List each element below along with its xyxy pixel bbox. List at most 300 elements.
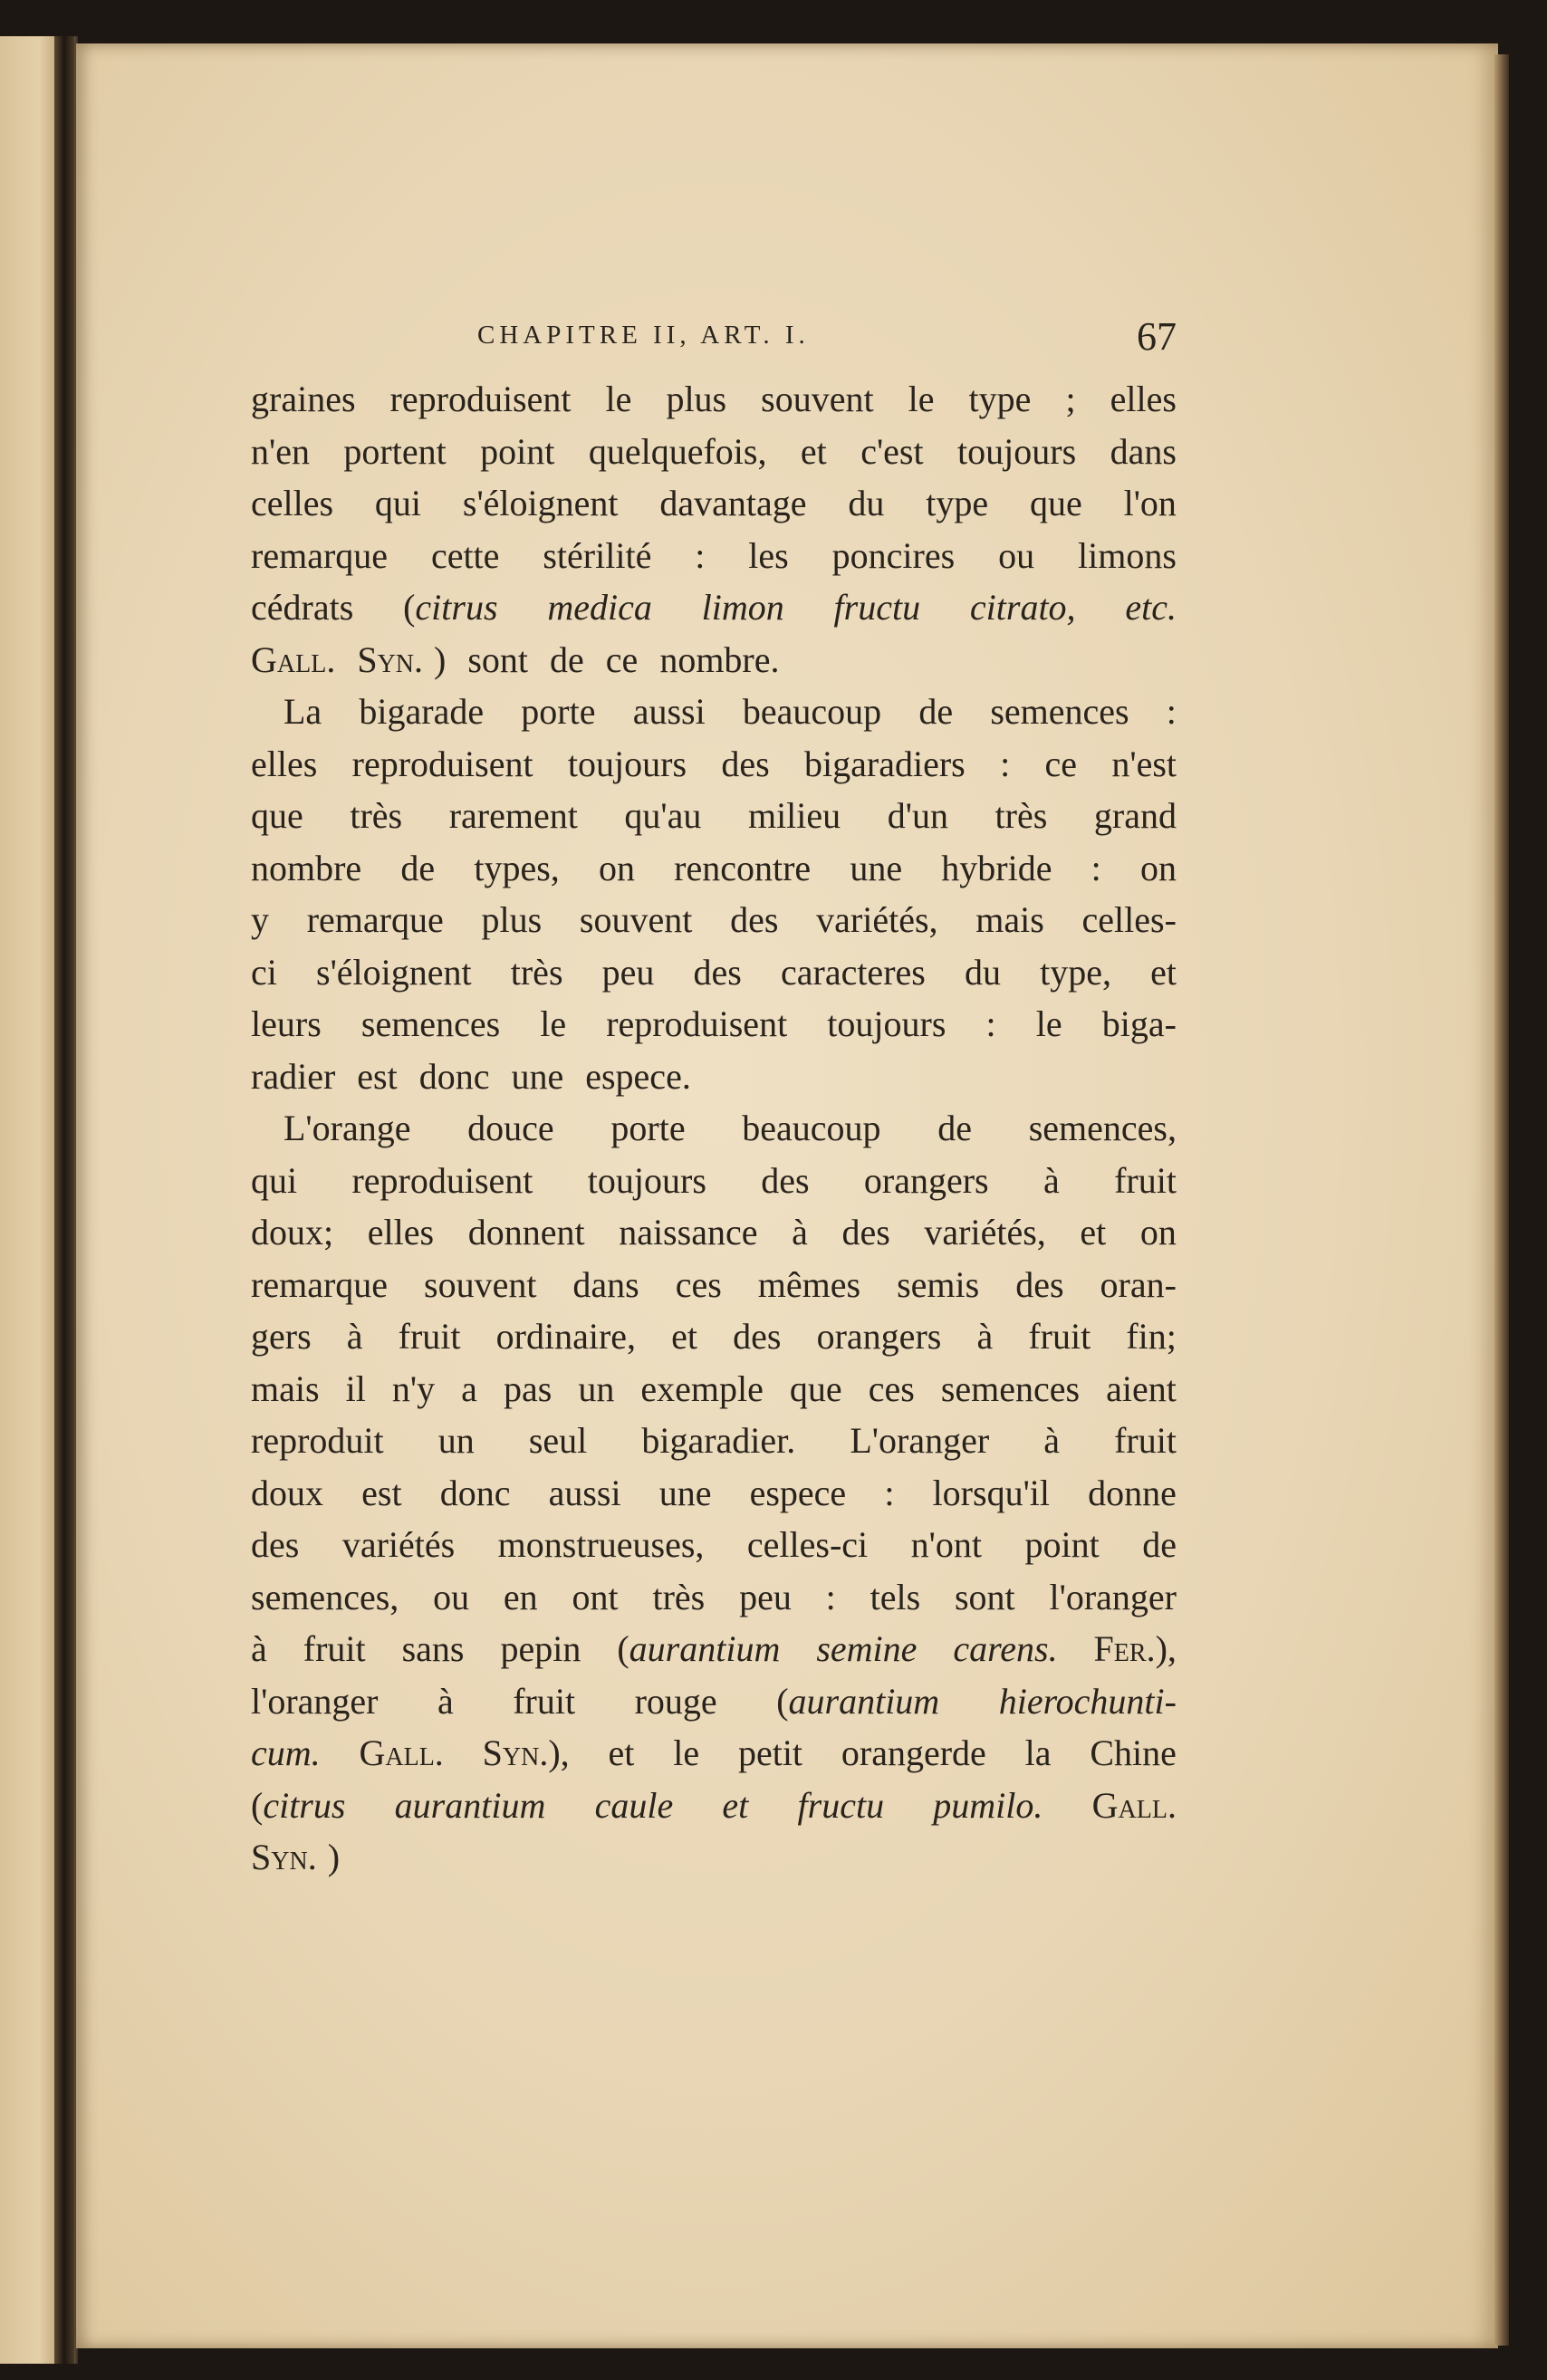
roman-text: doux;	[251, 1212, 334, 1252]
word	[540, 998, 566, 1051]
word	[941, 1363, 1080, 1416]
roman-text: à	[346, 1316, 363, 1357]
italic-text: hierochunti-	[998, 1680, 1177, 1722]
roman-text: bigaradier.	[641, 1420, 796, 1461]
word	[841, 1727, 986, 1780]
word	[1028, 1310, 1091, 1363]
word	[995, 790, 1048, 842]
text-line	[251, 373, 1177, 426]
roman-text: n'ont	[910, 1524, 982, 1565]
word	[251, 477, 333, 530]
body-text	[251, 373, 1177, 1884]
word	[599, 842, 635, 895]
word	[474, 842, 559, 895]
roman-text: poncires	[831, 534, 956, 576]
text-line	[251, 1519, 1177, 1571]
roman-text: aient	[1106, 1368, 1177, 1409]
roman-text: donc	[439, 1472, 511, 1513]
roman-text: semences	[990, 691, 1129, 732]
word	[361, 998, 500, 1051]
word	[1094, 790, 1177, 842]
word	[585, 1051, 702, 1103]
roman-text: souvent	[579, 899, 693, 940]
roman-text: douce	[467, 1108, 554, 1148]
word	[870, 1571, 921, 1624]
roman-text: seul	[528, 1420, 588, 1461]
italic-text: carens.	[953, 1628, 1058, 1669]
roman-text: semences,	[1028, 1108, 1177, 1148]
roman-text: milieu	[747, 795, 841, 836]
roman-text: pepin	[500, 1628, 581, 1669]
roman-text: fin;	[1126, 1316, 1177, 1357]
roman-text: ;	[1065, 379, 1076, 419]
word	[1110, 373, 1177, 426]
roman-text: celles-ci	[746, 1524, 869, 1565]
page-number: 67	[1137, 314, 1177, 359]
roman-text: à	[1043, 1420, 1061, 1461]
roman-text: de	[937, 1108, 973, 1148]
word	[781, 946, 926, 999]
roman-text: type	[968, 379, 1032, 419]
word	[375, 477, 421, 530]
roman-text: est	[357, 1055, 398, 1097]
word	[251, 998, 322, 1051]
roman-text: orangers	[816, 1316, 942, 1357]
word	[617, 1623, 780, 1675]
word	[790, 1363, 842, 1416]
text-line	[251, 1675, 1177, 1728]
roman-text: oran-	[1100, 1263, 1177, 1305]
word	[543, 530, 651, 582]
italic-text: et	[722, 1784, 749, 1826]
roman-text: l'on	[1123, 483, 1177, 523]
roman-text: des	[693, 951, 742, 993]
italic-text: semine	[816, 1628, 918, 1669]
small-caps-text: Gall.	[1091, 1784, 1177, 1826]
word	[251, 1780, 345, 1832]
word	[1140, 842, 1177, 895]
word	[816, 894, 937, 946]
italic-text: fructu	[833, 587, 921, 628]
word	[834, 581, 921, 634]
roman-text: reproduisent	[351, 1159, 533, 1201]
word	[748, 790, 841, 842]
roman-text: naissance	[619, 1212, 758, 1252]
roman-text: l'oranger	[1049, 1576, 1177, 1617]
roman-text: donnent	[467, 1212, 585, 1252]
text-line	[251, 790, 1177, 842]
word	[733, 1310, 781, 1363]
word	[640, 1363, 764, 1416]
word	[1102, 998, 1177, 1051]
roman-text: espece.	[585, 1055, 691, 1097]
roman-text: on	[1139, 847, 1177, 888]
word	[1043, 1415, 1060, 1467]
roman-text: variétés,	[816, 899, 938, 940]
word	[826, 1571, 836, 1624]
page-stack-edge	[1494, 54, 1509, 2346]
word	[511, 1051, 574, 1103]
word	[251, 1363, 320, 1416]
roman-text: mais	[975, 899, 1044, 940]
roman-text: ordinaire,	[495, 1316, 637, 1357]
word	[957, 426, 1076, 478]
text-line	[251, 581, 1177, 634]
word	[792, 1206, 808, 1259]
word	[529, 1415, 587, 1467]
word	[694, 946, 742, 999]
roman-text: des	[761, 1159, 810, 1201]
roman-text: peu	[601, 951, 655, 993]
roman-text: dans	[572, 1263, 639, 1305]
word	[722, 1780, 748, 1832]
roman-text: celles	[251, 483, 334, 523]
roman-text: orangerde	[841, 1732, 986, 1773]
roman-text: point	[480, 430, 555, 472]
word	[1114, 1155, 1177, 1207]
word	[602, 946, 655, 999]
word	[659, 1467, 712, 1520]
word	[419, 1051, 501, 1103]
word	[390, 373, 572, 426]
roman-text: (	[617, 1628, 629, 1669]
word	[619, 1206, 757, 1259]
text-line	[251, 1467, 1177, 1520]
roman-text: à	[437, 1680, 454, 1722]
roman-text: elles	[367, 1212, 435, 1252]
word	[1015, 1259, 1063, 1311]
book-spine	[54, 36, 74, 2364]
roman-text: et	[608, 1732, 635, 1773]
roman-text: semences,	[251, 1576, 399, 1617]
roman-text: bigarade	[359, 691, 485, 732]
text-line	[251, 894, 1177, 946]
word	[513, 1675, 575, 1728]
word	[481, 894, 542, 946]
word	[595, 1780, 674, 1832]
roman-text: d'un	[887, 795, 948, 836]
word	[350, 790, 402, 842]
word	[933, 1467, 1050, 1520]
roman-text: en	[503, 1576, 538, 1617]
roman-text: n'en	[251, 430, 310, 472]
text-line	[251, 1206, 1177, 1259]
roman-text: sont	[467, 638, 529, 680]
word	[1024, 1519, 1099, 1571]
word	[251, 1727, 321, 1780]
word	[817, 1310, 942, 1363]
word	[251, 426, 310, 478]
word	[1106, 1363, 1177, 1416]
roman-text: rouge	[634, 1680, 717, 1722]
word	[251, 1155, 297, 1207]
text-line	[251, 1727, 1177, 1780]
text-line	[251, 946, 1177, 999]
roman-text: monstrueuses,	[497, 1524, 705, 1565]
word	[251, 634, 346, 686]
word	[399, 1310, 461, 1363]
roman-text: est	[361, 1472, 402, 1513]
roman-text: ce	[1044, 743, 1078, 784]
roman-text: limons	[1078, 534, 1177, 576]
word	[347, 1310, 363, 1363]
word	[403, 581, 497, 634]
roman-text: ces	[675, 1263, 722, 1305]
italic-text: citrus	[263, 1784, 346, 1826]
word	[359, 686, 484, 738]
roman-text: qu'au	[624, 795, 702, 836]
roman-text: :	[884, 1472, 895, 1513]
word	[1029, 1102, 1177, 1155]
roman-text: lorsqu'il	[932, 1472, 1050, 1513]
text-line	[251, 426, 1177, 478]
word	[251, 373, 356, 426]
roman-text: ci	[251, 951, 277, 993]
roman-text: )	[327, 1837, 341, 1877]
roman-text: ces	[868, 1368, 915, 1409]
roman-text: reproduisent	[389, 379, 572, 419]
word	[346, 1363, 366, 1416]
roman-text: fruit	[513, 1680, 576, 1722]
roman-text: et	[1080, 1212, 1107, 1252]
italic-text: cum.	[251, 1732, 321, 1773]
roman-text: que	[789, 1368, 842, 1409]
word	[395, 1780, 546, 1832]
word	[400, 842, 435, 895]
roman-text: tels	[870, 1576, 921, 1617]
roman-text: leurs	[251, 1003, 322, 1044]
roman-text: cédrats	[251, 587, 354, 628]
word	[606, 373, 632, 426]
word	[568, 738, 687, 791]
roman-text: à	[976, 1316, 994, 1357]
word	[1050, 1571, 1177, 1624]
roman-text: ont	[572, 1576, 619, 1617]
word	[998, 530, 1034, 582]
roman-text: aussi	[548, 1472, 621, 1513]
word	[1094, 1623, 1177, 1675]
word	[761, 373, 873, 426]
word	[307, 894, 444, 946]
word	[588, 1155, 706, 1207]
roman-text: toujours	[587, 1159, 706, 1201]
roman-text: (	[403, 587, 416, 628]
word	[659, 477, 806, 530]
text-line	[251, 1051, 1177, 1103]
word	[801, 426, 827, 478]
word	[251, 530, 388, 582]
word	[511, 946, 563, 999]
small-caps-text: Syn.	[251, 1837, 317, 1877]
word	[1082, 894, 1177, 946]
word	[440, 1467, 511, 1520]
word	[937, 1102, 972, 1155]
roman-text: ce	[605, 638, 639, 680]
word	[748, 530, 788, 582]
word	[702, 581, 784, 634]
roman-text: des	[721, 743, 770, 784]
word	[500, 1623, 581, 1675]
word	[580, 894, 692, 946]
roman-text: variétés	[341, 1524, 456, 1565]
roman-text: rarement	[448, 795, 578, 836]
word	[251, 1571, 399, 1624]
word	[624, 790, 701, 842]
word	[1078, 530, 1177, 582]
roman-text: remarque	[251, 1263, 389, 1305]
word	[251, 894, 269, 946]
roman-text: ),	[1155, 1628, 1177, 1669]
roman-text: c'est	[860, 430, 924, 472]
roman-text: une	[850, 847, 903, 888]
word	[251, 1675, 378, 1728]
roman-text: de	[400, 847, 436, 888]
word	[609, 1727, 635, 1780]
roman-text: et	[800, 430, 827, 472]
word	[671, 1310, 697, 1363]
roman-text: y	[251, 899, 269, 940]
roman-text: qui	[374, 483, 422, 523]
word	[1065, 373, 1075, 426]
roman-text: mais	[251, 1368, 320, 1409]
word	[504, 1363, 552, 1416]
text-line	[251, 842, 1177, 895]
chapter-heading: CHAPITRE II, ART. I.	[477, 321, 810, 350]
roman-text: portent	[343, 430, 447, 472]
word	[357, 1051, 408, 1103]
roman-text: types,	[474, 847, 560, 888]
text-line	[251, 1831, 1177, 1884]
roman-text: à	[1043, 1159, 1060, 1201]
word	[750, 1467, 847, 1520]
word	[1092, 1780, 1177, 1832]
roman-text: :	[1000, 743, 1011, 784]
word	[424, 1259, 536, 1311]
word	[438, 1415, 475, 1467]
italic-text: aurantium	[394, 1784, 546, 1826]
roman-text: davantage	[659, 483, 807, 523]
word	[1025, 1727, 1052, 1780]
roman-text: Chine	[1090, 1732, 1177, 1773]
roman-text: reproduisent	[351, 743, 533, 784]
roman-text: un	[437, 1420, 475, 1461]
word	[283, 686, 322, 738]
word	[431, 530, 500, 582]
roman-text: du	[964, 951, 1001, 993]
word	[659, 634, 790, 686]
roman-text: de	[1142, 1524, 1177, 1565]
roman-text: gers	[251, 1316, 312, 1357]
word	[1090, 1727, 1177, 1780]
roman-text: )	[434, 638, 447, 680]
roman-text: sont	[954, 1576, 1015, 1617]
word	[850, 842, 902, 895]
word	[437, 1675, 454, 1728]
word	[911, 1519, 982, 1571]
word	[251, 790, 303, 842]
roman-text: fruit	[1028, 1316, 1091, 1357]
roman-text: on	[598, 847, 635, 888]
roman-text: type,	[1040, 951, 1111, 993]
roman-text: toujours	[827, 1003, 946, 1044]
roman-text: aussi	[632, 691, 706, 732]
word	[251, 738, 317, 791]
roman-text: nombre	[251, 847, 362, 888]
roman-text: à	[251, 1628, 267, 1669]
word	[1000, 738, 1010, 791]
roman-text: le	[1035, 1003, 1062, 1044]
word	[1140, 1206, 1177, 1259]
roman-text: stérilité	[543, 534, 652, 576]
word	[999, 1675, 1177, 1728]
word	[955, 1571, 1015, 1624]
word	[975, 894, 1044, 946]
roman-text: de	[550, 638, 584, 680]
roman-text: ),	[548, 1732, 570, 1773]
word	[352, 738, 533, 791]
word	[572, 1259, 639, 1311]
roman-text: hybride	[941, 847, 1052, 888]
roman-text: le	[540, 1003, 567, 1044]
roman-text: nombre.	[659, 638, 780, 680]
roman-text: elles	[251, 743, 318, 784]
word	[392, 1363, 435, 1416]
roman-text: caracteres	[780, 951, 926, 993]
roman-text: des	[841, 1212, 890, 1252]
word	[841, 1206, 889, 1259]
word	[578, 1363, 614, 1416]
roman-text: n'y	[391, 1368, 436, 1409]
roman-text: porte	[610, 1108, 686, 1148]
roman-text: radier	[251, 1055, 336, 1097]
word	[652, 1571, 705, 1624]
word	[1111, 738, 1177, 791]
word	[970, 581, 1076, 634]
roman-text: beaucoup	[742, 1108, 881, 1148]
roman-text: mêmes	[757, 1263, 861, 1305]
roman-text: il	[345, 1368, 366, 1409]
word	[251, 581, 353, 634]
roman-text: La	[283, 691, 322, 732]
roman-text: une	[658, 1472, 712, 1513]
roman-text: plus	[666, 379, 727, 419]
word	[804, 738, 966, 791]
roman-text: (	[776, 1680, 789, 1722]
text-line	[251, 738, 1177, 791]
roman-text: ou	[998, 534, 1035, 576]
roman-text: peu	[739, 1576, 792, 1617]
roman-text: semences	[360, 1003, 501, 1044]
word	[761, 1155, 809, 1207]
roman-text: cette	[430, 534, 500, 576]
word	[1100, 1259, 1177, 1311]
word	[463, 477, 619, 530]
word	[283, 1102, 410, 1155]
word	[695, 530, 705, 582]
roman-text: que	[1029, 483, 1082, 523]
word	[251, 946, 277, 999]
word	[402, 1623, 465, 1675]
word	[467, 1102, 554, 1155]
word	[547, 581, 652, 634]
word	[251, 1206, 333, 1259]
roman-text: remarque	[306, 899, 444, 940]
word	[673, 1727, 699, 1780]
roman-text: n'est	[1111, 743, 1177, 784]
text-line	[251, 1780, 1177, 1832]
word	[848, 477, 884, 530]
roman-text: de	[918, 691, 954, 732]
